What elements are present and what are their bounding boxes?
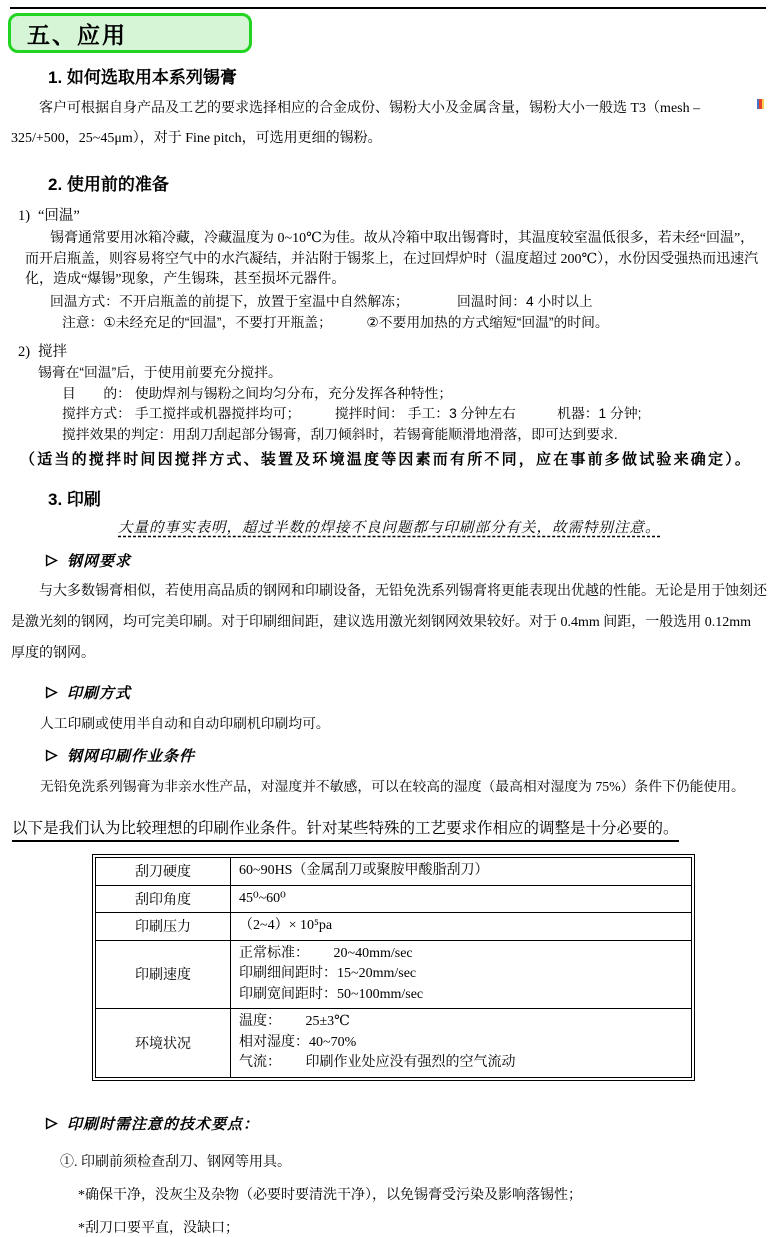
row-value: （2~4）× 10⁵pa xyxy=(239,918,333,933)
bullet-heading-tips xyxy=(45,1113,780,1134)
table-row xyxy=(96,885,692,913)
arrowhead-bullet-icon xyxy=(45,686,58,699)
row-value: 温度： 25±3℃ xyxy=(239,1014,350,1029)
list-marker: 1) xyxy=(18,208,31,224)
bullet-heading-label: 钢网印刷作业条件 xyxy=(67,748,196,765)
list-item-label: 搅拌 xyxy=(38,344,67,360)
bullet-heading-label: 印刷方式 xyxy=(67,685,132,702)
row-value: 正常标准： 20~40mm/sec xyxy=(239,945,413,961)
stencil-paragraph: 与大多数锡膏相似，若使用高品质的钢网和印刷设备，无铅免洗系列锡膏将更能表现出优越的性能。无论是用于蚀刻还是激光刻的钢网，均可完美印刷。对于印刷细间距，建议选用激光刻钢网效果较好。对于 0.4mm 间距，一般选用 0.12mm 厚度的钢网。 xyxy=(11,584,767,661)
table-row xyxy=(96,940,692,1009)
top-horizontal-rule xyxy=(10,7,766,9)
list-item-stir xyxy=(18,340,780,361)
row-label: 环境状况 xyxy=(96,1009,231,1078)
row-label: 印刷压力 xyxy=(96,913,231,941)
stir-intro-line: 锡膏在“回温”后，于使用前要充分搅拌。 xyxy=(38,365,282,380)
table-row xyxy=(96,1009,692,1078)
section2-heading: 2. 使用前的准备 xyxy=(48,175,169,194)
row-value: 相对湿度：40~70% xyxy=(239,1034,357,1050)
bullet-heading-label: 印刷时需注意的技术要点： xyxy=(67,1115,260,1133)
color-artifact-mark xyxy=(757,99,764,109)
row-label: 刮刀硬度 xyxy=(96,858,231,886)
printing-warning-line: 大量的事实表明，超过半数的焊接不良问题都与印刷部分有关，故需特别注意。 xyxy=(118,520,661,536)
stir-bold-note: （适当的搅拌时间因搅拌方式、装置及环境温度等因素而有所不同，应在事前多做试验来确定）。 xyxy=(20,451,753,468)
bullet-heading-label: 钢网要求 xyxy=(67,553,132,570)
section1-heading: 1. 如何选取用本系列锡膏 xyxy=(48,68,237,87)
arrowhead-bullet-icon xyxy=(45,554,58,567)
row-value: 气流： 印刷作业处应没有强烈的空气流动 xyxy=(239,1055,516,1070)
reheat-note-line: 注意：①未经充足的“回温”，不要打开瓶盖； ②不要用加热的方式缩短“回温”的时间。 xyxy=(62,314,609,330)
reheat-method-line: 回温方式：不开启瓶盖的前提下，放置于室温中自然解冻； 回温时间：4 小时以上 xyxy=(50,294,593,309)
bullet-heading-print-method xyxy=(45,682,780,703)
work-condition-line: 无铅免洗系列锡膏为非亲水性产品，对湿度并不敏感，可以在较高的湿度（最高相对湿度为 75%）条件下仍能使用。 xyxy=(40,779,745,794)
print-method-line: 人工印刷或使用半自动和自动印刷机印刷均可。 xyxy=(40,716,330,731)
section3-heading: 3. 印刷 xyxy=(48,490,101,509)
tips-item-1: ①. 印刷前须检查刮刀、钢网等用具。 xyxy=(60,1154,291,1170)
printing-condition-table xyxy=(95,857,692,1078)
arrowhead-bullet-icon xyxy=(45,1117,58,1130)
bullet-heading-work-condition xyxy=(45,745,780,766)
tips-note-1: *确保干净，没灰尘及杂物（必要时要清洗干净），以免锡膏受污染及影响落锡性； xyxy=(78,1187,582,1203)
row-value: 45⁰~60⁰ xyxy=(239,890,286,906)
row-value: 60~90HS（金属刮刀或聚胺甲酸脂刮刀） xyxy=(239,863,489,878)
reheat-paragraph: 锡膏通常要用冰箱冷藏，冷藏温度为 0~10℃为佳。故从冷箱中取出锡膏时，其温度较室温低很多，若未经“回温”，而开启瓶盖，则容易将空气中的水汽凝结，并沾附于锡浆上，在过回焊炉时（温度超过 200℃），水份因受强热而迅速汽化，造成“爆锡”现象，产生锡珠，甚至损坏元器件。 xyxy=(25,231,759,287)
list-marker: 2) xyxy=(18,344,31,360)
ideal-condition-note: 以下是我们认为比较理想的印刷作业条件。针对某些特殊的工艺要求作相应的调整是十分必要的。 xyxy=(12,816,780,838)
bullet-heading-stencil xyxy=(45,550,780,571)
tips-note-2: *刮刀口要平直，没缺口； xyxy=(78,1220,239,1236)
table-row xyxy=(96,913,692,941)
stir-purpose-line: 目 的： 使助焊剂与锡粉之间均匀分布，充分发挥各种特性； xyxy=(62,385,453,401)
arrowhead-bullet-icon xyxy=(45,749,58,762)
table-row xyxy=(96,858,692,886)
list-item-label: “回温” xyxy=(38,208,80,224)
stir-judge-line: 搅拌效果的判定：用刮刀刮起部分锡膏，刮刀倾斜时，若锡膏能顺滑地滑落，即可达到要求. xyxy=(62,426,618,442)
row-value: 印刷宽间距时：50~100mm/sec xyxy=(239,986,424,1002)
chapter-title-box xyxy=(8,13,252,53)
chapter-title: 五、应用 xyxy=(27,21,127,48)
stir-method-line: 搅拌方式： 手工搅拌或机器搅拌均可； 搅拌时间： 手工：3 分钟左右 机器：1 分钟; xyxy=(62,406,642,421)
row-label: 刮印角度 xyxy=(96,885,231,913)
row-label: 印刷速度 xyxy=(96,940,231,1009)
list-item-reheat xyxy=(18,204,780,225)
row-value: 印刷细间距时：15~20mm/sec xyxy=(239,966,417,981)
section1-paragraph: 客户可根据自身产品及工艺的要求选择相应的合金成份、锡粉大小及金属含量，锡粉大小一般选 T3（mesh –325/+500，25~45μm），对于 Fine pitch，可选用更细的锡粉。 xyxy=(11,101,701,146)
